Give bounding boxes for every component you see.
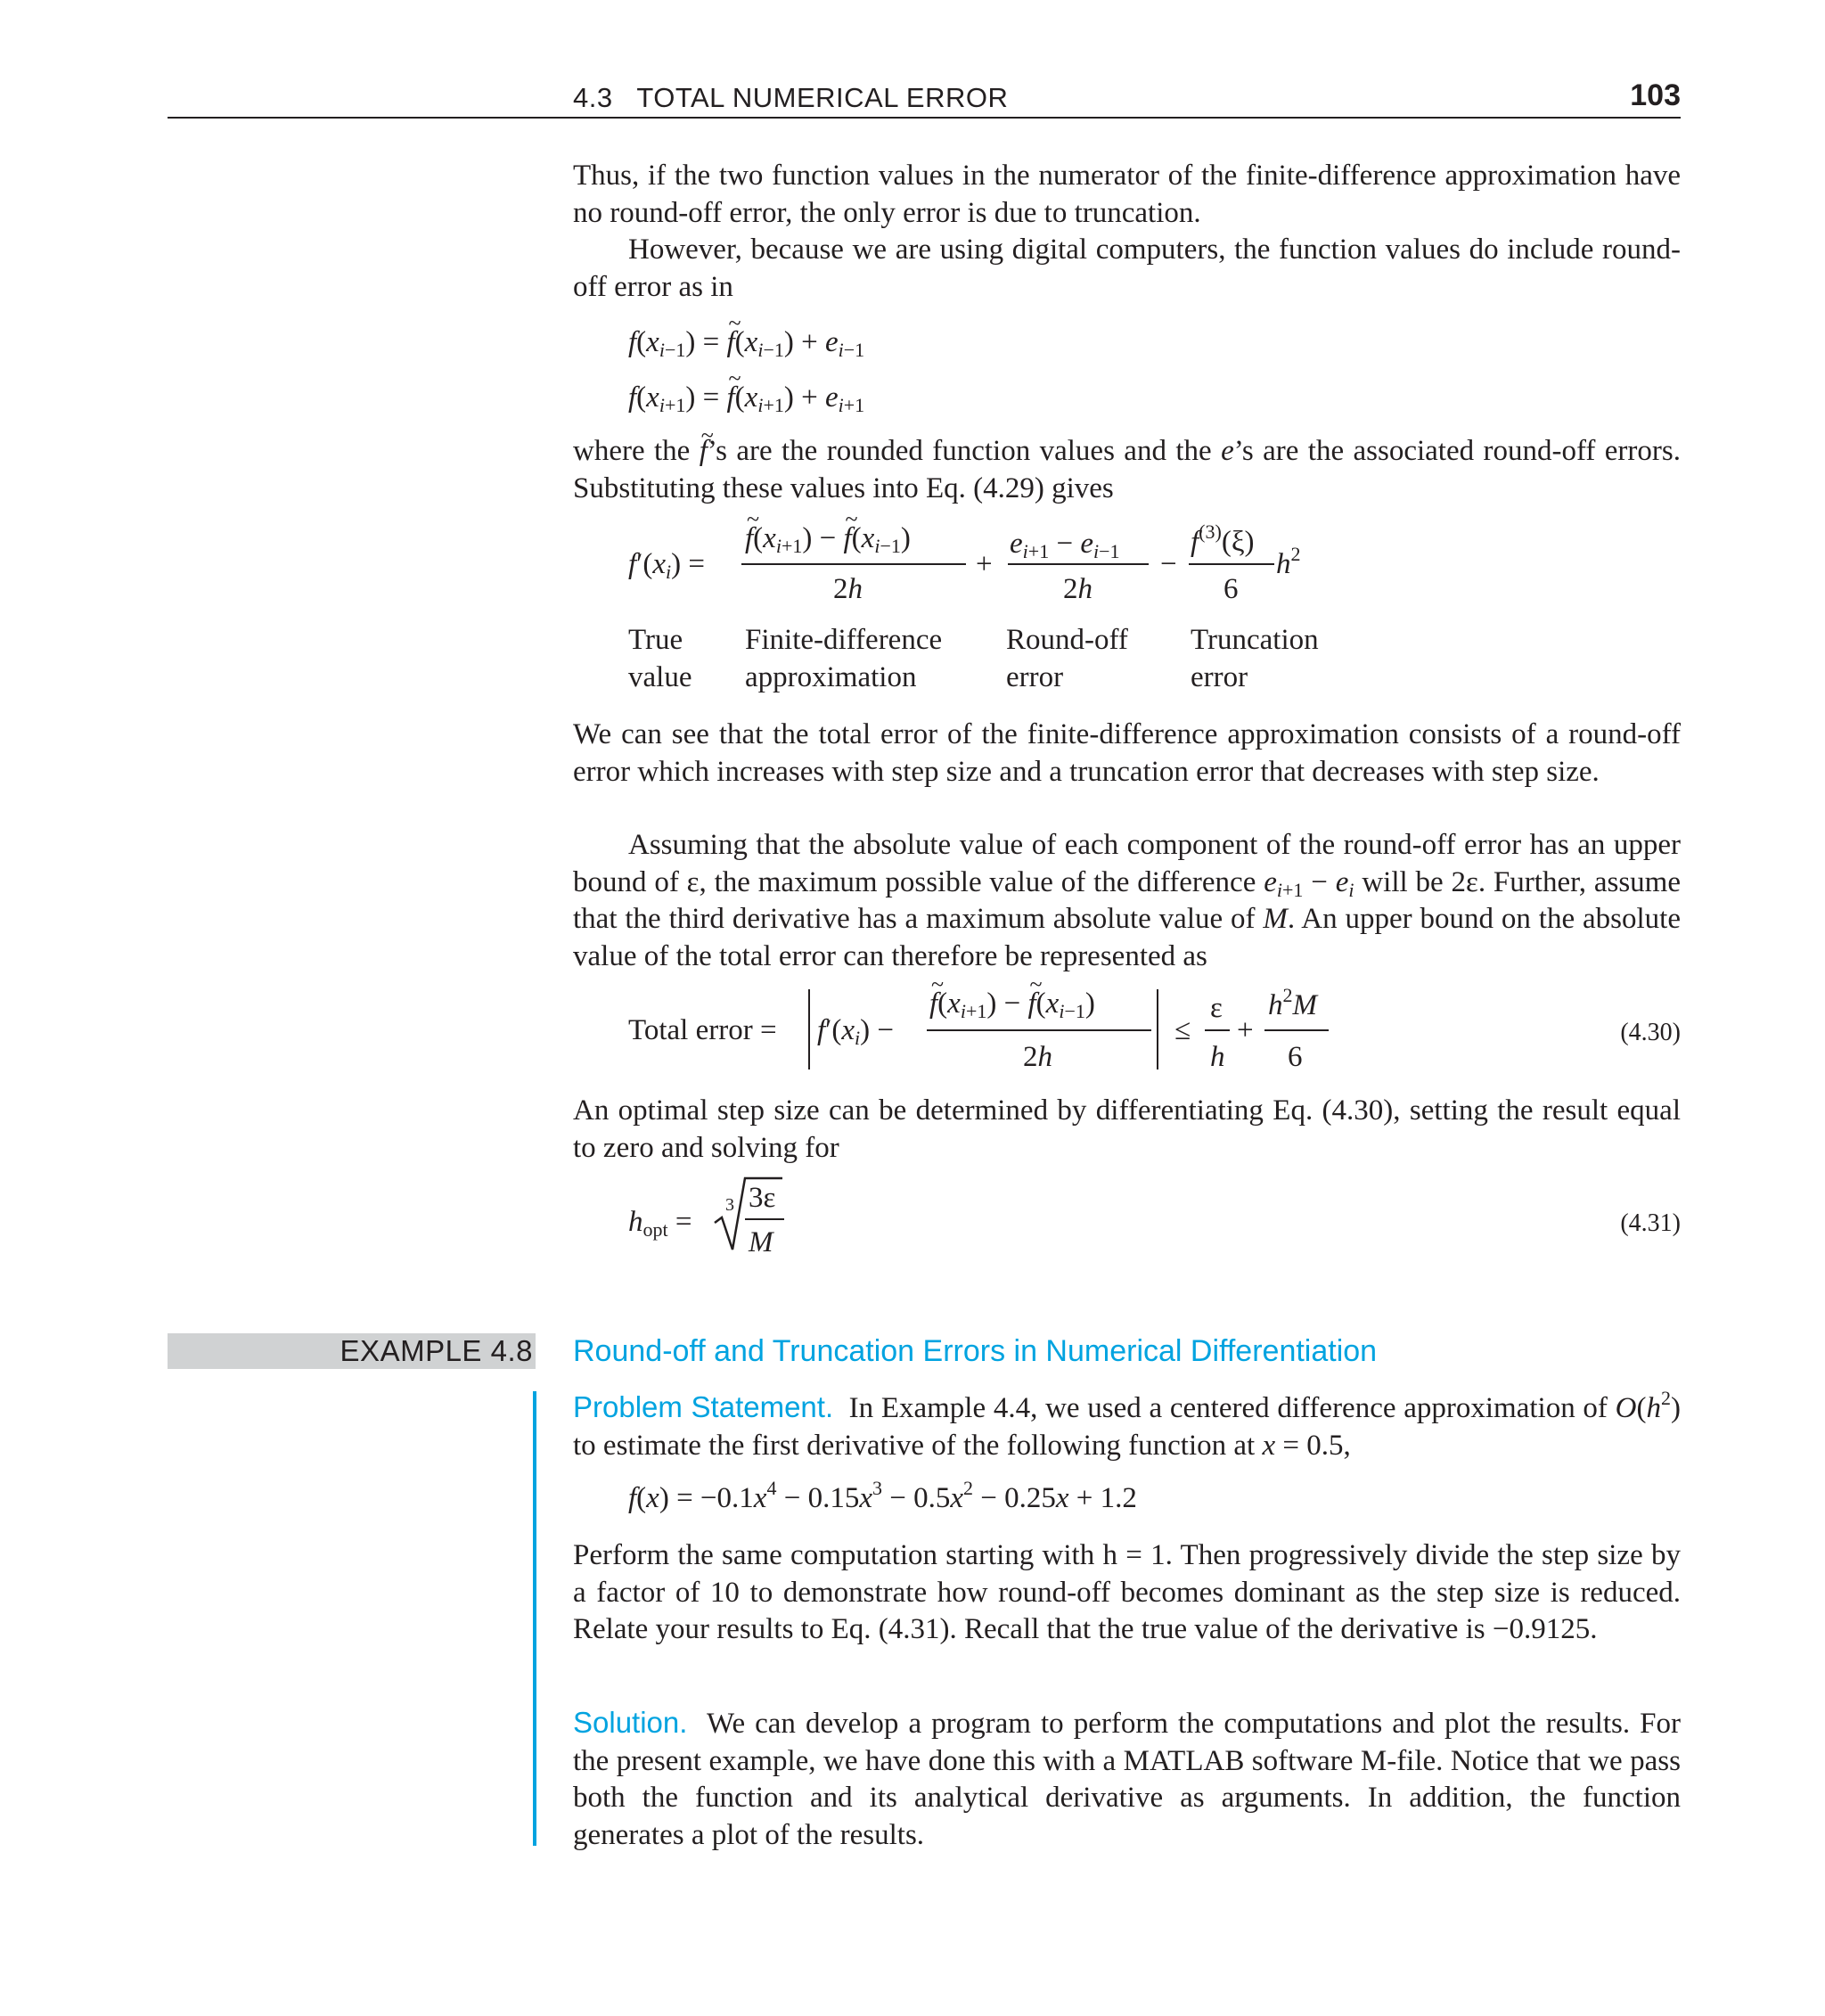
running-head: 4.3 TOTAL NUMERICAL ERROR: [573, 82, 1009, 113]
solution-heading: Solution.: [573, 1706, 688, 1739]
equation-number-4-31: (4.31): [1620, 1209, 1681, 1237]
paragraph-roundoff: However, because we are using digital computers, the function values do include round-off error as in: [573, 234, 1681, 303]
svg-text:3: 3: [725, 1195, 734, 1215]
paragraph-perform: Perform the same computation starting with h = 1. Then progressively divide the step size by a factor of 10 to demonstrate how round-off becomes dominant as the step size is reduced. Relate your results to Eq. (4.31). Recall that the true value of the derivative is −0.9125.: [573, 1539, 1681, 1645]
header-rule: [168, 117, 1681, 119]
equation-f-plus: $f(x_{i+1})$ = ~ $f(x_{i+1}) + e_{i+1}$: [628, 381, 864, 414]
example-label: EXAMPLE 4.8: [340, 1334, 533, 1367]
solution-paragraph: Solution. We can develop a program to perform the computations and plot the results. For the present example, we have done this with a MATLAB software M-file. Notice that we pass both the function and its analytical derivative as arguments. In addition, the function generates a plot of the results.: [573, 1706, 1681, 1851]
page-number: 103: [1630, 78, 1681, 112]
example-title: Round-off and Truncation Errors in Numerical Differentiation: [573, 1334, 1378, 1368]
equation-f-minus: $f(x_{i-1})$ = ~ $f(x_{i-1}) + e_{i-1}$: [628, 326, 864, 359]
label-true-value: True value: [628, 624, 692, 693]
label-finite-difference: Finite-difference approximation: [745, 624, 943, 693]
paragraph-truncation: Thus, if the two function values in the numerator of the finite-difference approximation have no round-off error, the only error is due to truncation.: [573, 160, 1681, 229]
problem-statement-heading: Problem Statement.: [573, 1390, 834, 1423]
example-function: $f(x) = -0.1x^4 - 0.15x^3 - 0.5x^2 - 0.25x + 1.2$: [628, 1477, 1137, 1514]
label-truncation-error: Truncation error: [1191, 624, 1319, 693]
paragraph-rounded-values: where the ~ f’s are the rounded function values and the e’s are the associated round-off errors. Substituting these values into Eq. (4.29) gives: [573, 433, 1681, 507]
label-round-off-error: Round-off error: [1006, 624, 1128, 693]
paragraph-upper-bound: Assuming that the absolute value of each component of the round-off error has an upper bound of ε, the maximum possible value of the difference $e_{i+1} - e_i$ will be 2ε. Further, assume that the third derivative has a maximum absolute value of M. An upper bound on the absolute value of the total error can therefore be represented as: [573, 829, 1681, 972]
problem-statement: Problem Statement. In Example 4.4, we used a centered difference approximation of $O(h^2)$ to estimate the first derivative of the following function at x = 0.5,: [573, 1387, 1681, 1462]
paragraph-total-error: We can see that the total error of the finite-difference approximation consists of a round-off error which increases with step size and a truncation error that decreases with step size.: [573, 718, 1681, 788]
example-side-rule: [533, 1391, 536, 1846]
equation-number-4-30: (4.30): [1620, 1019, 1681, 1046]
paragraph-optimal-step: An optimal step size can be determined by differentiating Eq. (4.30), setting the result equal to zero and solving for: [573, 1094, 1681, 1164]
